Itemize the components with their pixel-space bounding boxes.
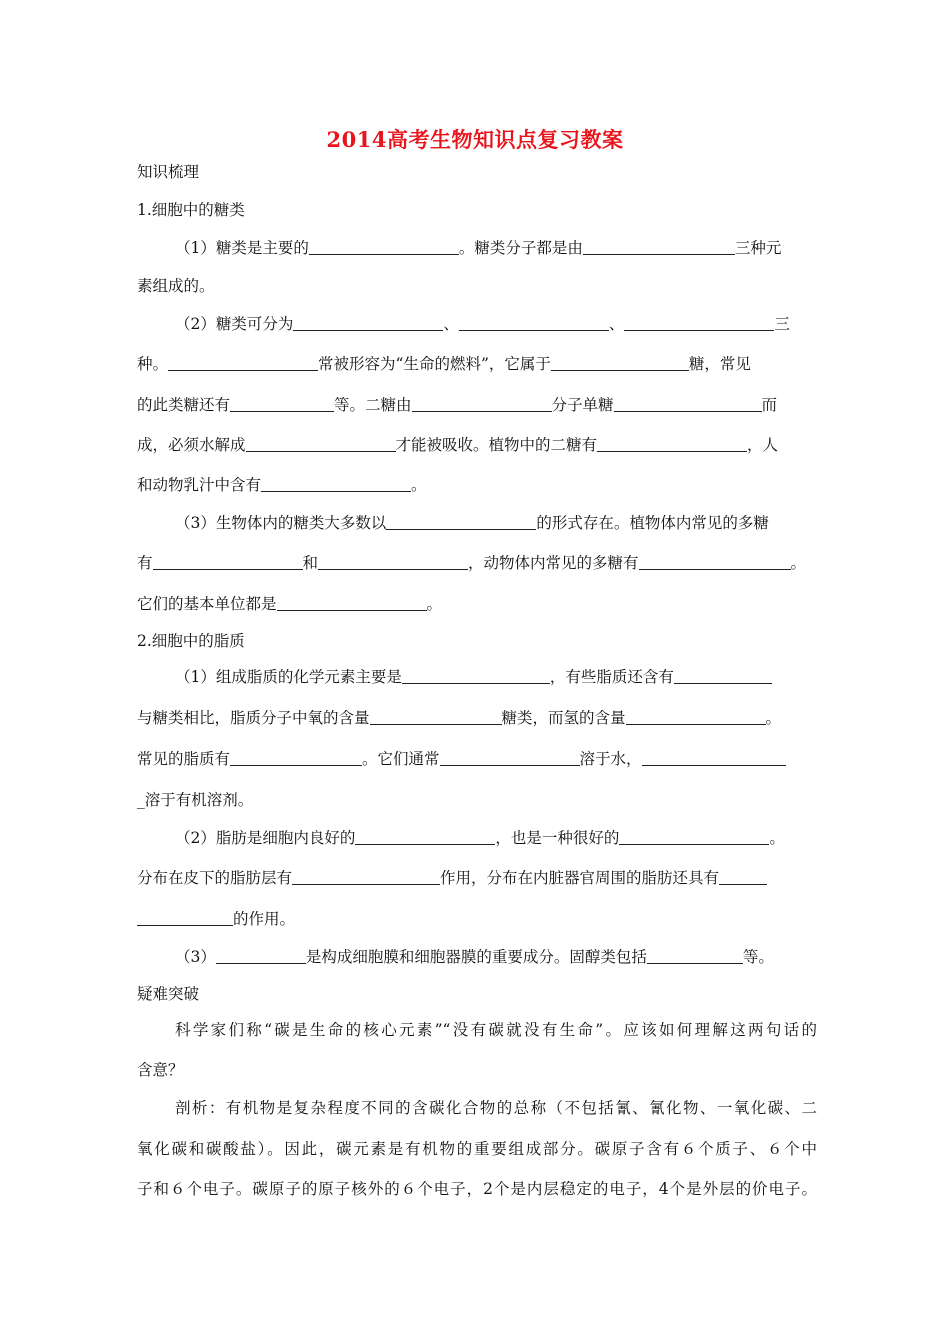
section-heading-difficulty: 疑难突破 — [137, 985, 200, 1003]
fill-blank[interactable] — [292, 868, 440, 885]
text-line: 子和６个电子。碳原子的原子核外的６个电子，2个是内层稳定的电子，4个是外层的价电子。 — [137, 1180, 817, 1198]
fill-blank[interactable] — [277, 594, 427, 611]
fill-blank[interactable] — [355, 828, 495, 845]
fill-blank[interactable] — [230, 749, 362, 766]
fill-blank[interactable] — [370, 708, 502, 725]
fill-blank[interactable] — [293, 314, 443, 331]
fill-blank[interactable] — [318, 553, 468, 570]
fill-blank[interactable] — [309, 238, 459, 255]
fill-blank[interactable] — [614, 395, 762, 412]
fill-blank[interactable] — [459, 314, 609, 331]
text-line: 素组成的。 — [137, 277, 215, 295]
text-line: 常见的脂质有 。它们通常 溶于水， — [137, 747, 817, 771]
text-line: 种。 常被形容为“生命的燃料”，它属于 糖，常见 — [137, 355, 751, 373]
fill-blank[interactable] — [153, 553, 303, 570]
text-line: 它们的基本单位都是 。 — [137, 595, 443, 613]
fill-blank[interactable] — [386, 513, 536, 530]
text-line: 和动物乳汁中含有 。 — [137, 476, 427, 494]
section-heading-lipids: 2.细胞中的脂质 — [137, 632, 245, 650]
fill-blank[interactable] — [230, 395, 334, 412]
fill-blank[interactable] — [583, 238, 735, 255]
text-line: 与糖类相比，脂质分子中氧的含量 糖类，而氢的含量 。 — [137, 709, 782, 727]
text-line: 剖析：有机物是复杂程度不同的含碳化合物的总称（不包括氰、氰化物、一氧化碳、二 — [175, 1099, 817, 1117]
fill-blank[interactable] — [642, 749, 786, 766]
section-heading-knowledge: 知识梳理 — [137, 163, 200, 181]
text-line: 的此类糖还有 等。二糖由 分子单糖 而 — [137, 396, 778, 414]
fill-blank[interactable] — [402, 667, 550, 684]
fill-blank[interactable] — [246, 435, 396, 452]
fill-blank[interactable] — [551, 354, 689, 371]
fill-blank[interactable] — [626, 708, 766, 725]
text-line: （3）生物体内的糖类大多数以 的形式存在。植物体内常见的多糖 — [175, 514, 769, 532]
fill-blank[interactable] — [624, 314, 774, 331]
section-heading-sugars: 1.细胞中的糖类 — [137, 201, 245, 219]
fill-blank[interactable] — [216, 947, 306, 964]
text-line: 有 和 ，动物体内常见的多糖有 。 — [137, 554, 807, 572]
text-line: （2）糖类可分为 、 、 三 — [175, 315, 790, 333]
fill-blank[interactable] — [647, 947, 743, 964]
fill-blank[interactable] — [261, 475, 411, 492]
text-line: 分布在皮下的脂肪层有 作用，分布在内脏器官周围的脂肪还具有 — [137, 866, 817, 890]
text-line: （1）糖类是主要的 。糖类分子都是由 三种元 — [175, 239, 782, 257]
document-title: 2014高考生物知识点复习教案 — [326, 127, 624, 152]
text-line: 氧化碳和碳酸盐）。因此，碳元素是有机物的重要组成部分。碳原子含有６个质子、６个中 — [137, 1140, 817, 1158]
fill-blank[interactable] — [674, 667, 772, 684]
fill-blank[interactable] — [137, 909, 233, 926]
text-line: 成，必须水解成 才能被吸收。植物中的二糖有 ，人 — [137, 436, 779, 454]
fill-blank[interactable] — [597, 435, 747, 452]
fill-blank[interactable] — [639, 553, 791, 570]
text-line: _溶于有机溶剂。 — [137, 791, 254, 809]
text-line: 的作用。 — [137, 907, 817, 931]
text-line: （1）组成脂质的化学元素主要是 ，有些脂质还含有 — [175, 665, 817, 689]
fill-blank[interactable] — [619, 828, 769, 845]
fill-blank[interactable] — [440, 749, 580, 766]
fill-blank[interactable] — [412, 395, 552, 412]
fill-blank[interactable] — [719, 868, 767, 885]
text-line: 科学家们称“碳是生命的核心元素”“没有碳就没有生命”。应该如何理解这两句话的 — [175, 1021, 817, 1039]
fill-blank[interactable] — [168, 354, 318, 371]
text-line: （2）脂肪是细胞内良好的 ，也是一种很好的 。 — [175, 829, 785, 847]
text-line: 含意？ — [137, 1061, 184, 1079]
text-line: （3） 是构成细胞膜和细胞器膜的重要成分。固醇类包括 等。 — [175, 948, 774, 966]
